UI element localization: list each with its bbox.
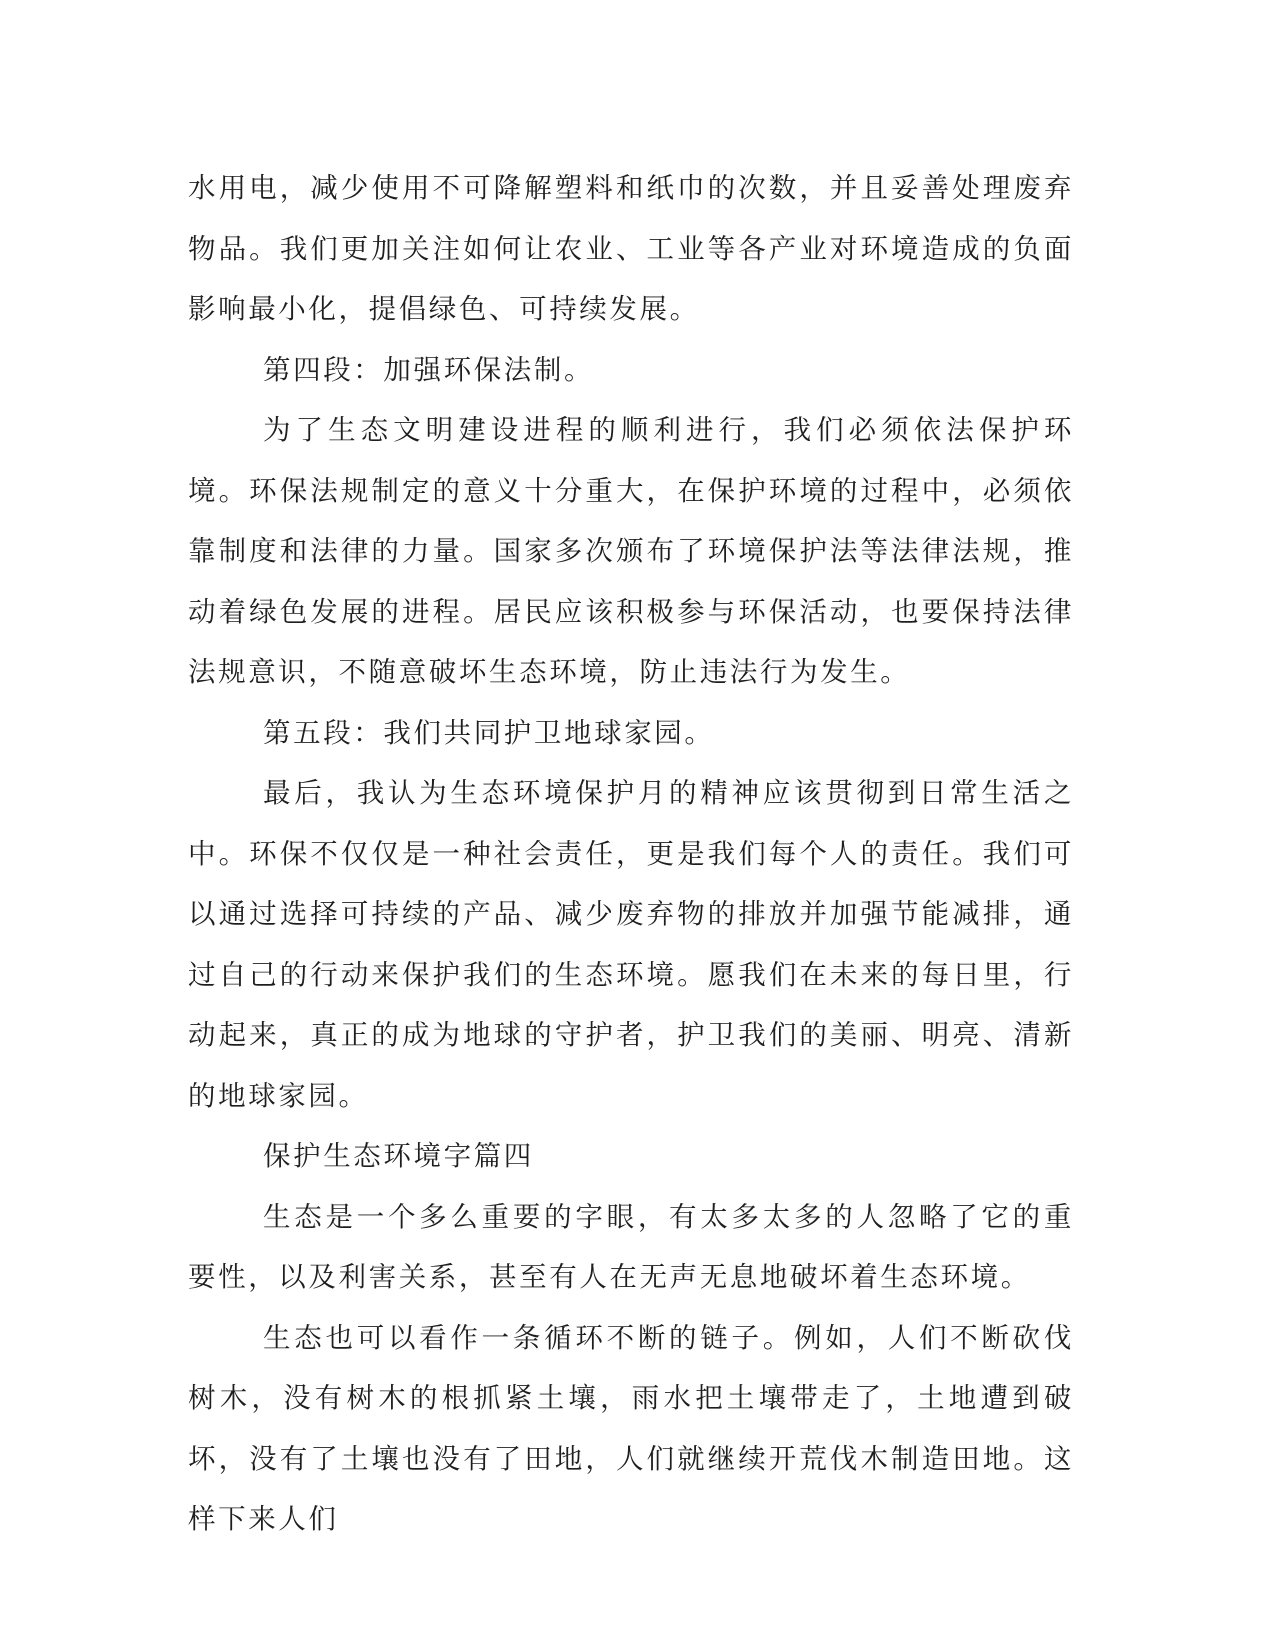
section-heading-4: 第四段：加强环保法制。 [263,353,595,386]
paragraph-ecology-importance: 生态是一个多么重要的字眼，有太多太多的人忽略了它的重要性，以及利害关系，甚至有人在无声无息地破坏着生态环境。 [188,1200,1074,1293]
paragraph-ecology-chain: 生态也可以看作一条循环不断的链子。例如，人们不断砍伐树木，没有树木的根抓紧土壤，雨水把土壤带走了，土地遭到破坏，没有了土壤也没有了田地，人们就继续开荒伐木制造田地。这样下来人们 [188,1321,1074,1535]
section-heading-5: 第五段：我们共同护卫地球家园。 [263,716,715,749]
paragraph-continued-intro: 水用电，减少使用不可降解塑料和纸巾的次数，并且妥善处理废弃物品。我们更加关注如何让农业、工业等各产业对环境造成的负面影响最小化，提倡绿色、可持续发展。 [188,172,1074,325]
article-title-part-4: 保护生态环境字篇四 [263,1140,534,1172]
paragraph-conclusion: 最后，我认为生态环境保护月的精神应该贯彻到日常生活之中。环保不仅仅是一种社会责任，更是我们每个人的责任。我们可以通过选择可持续的产品、减少废弃物的排放并加强节能减排，通过自己的行动来保护我们的生态环境。愿我们在未来的每日里，行动起来，真正的成为地球的守护者，护卫我们的美丽、明亮、清新的地球家园。 [188,777,1074,1112]
paragraph-legal-protection: 为了生态文明建设进程的顺利进行，我们必须依法保护环境。环保法规制定的意义十分重大，在保护环境的过程中，必须依靠制度和法律的力量。国家多次颁布了环境保护法等法律法规，推动着绿色发展的进程。居民应该积极参与环保活动，也要保持法律法规意识，不随意破坏生态环境，防止违法行为发生。 [188,414,1074,688]
document-body [188,158,1074,1550]
